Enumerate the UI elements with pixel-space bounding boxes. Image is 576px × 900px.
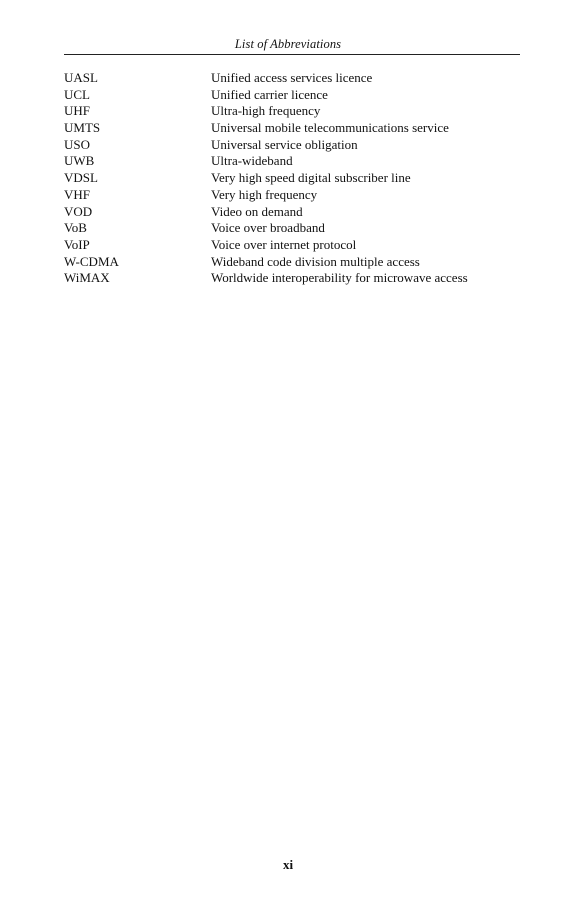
abbreviation-term: UMTS: [64, 120, 101, 136]
abbreviation-row: [64, 204, 524, 221]
abbreviation-definition: Wideband code division multiple access: [211, 253, 420, 269]
running-head-title: List of Abbreviations: [234, 37, 342, 51]
abbreviation-term: VoIP: [64, 236, 90, 252]
abbreviation-term: VDSL: [64, 170, 98, 186]
abbreviation-row: [64, 220, 524, 237]
abbreviation-row: [64, 120, 524, 137]
abbreviation-definition: Unified access services licence: [211, 70, 373, 85]
abbreviation-row: [64, 237, 524, 254]
abbreviation-term: UASL: [64, 70, 98, 85]
abbreviation-term: VOD: [64, 203, 93, 219]
abbreviation-list: [64, 70, 524, 287]
abbreviation-term: UCL: [64, 86, 90, 102]
abbreviation-term: USO: [64, 136, 91, 152]
abbreviation-definition: Universal service obligation: [211, 136, 358, 152]
abbreviation-term: VoB: [64, 220, 87, 236]
abbreviation-row: [64, 187, 524, 204]
header-rule: [64, 54, 520, 55]
abbreviation-row: [64, 70, 524, 87]
abbreviation-term: WiMAX: [64, 270, 110, 286]
abbreviation-term: UWB: [64, 153, 95, 169]
abbreviation-definition: Universal mobile telecommunications service: [211, 120, 449, 136]
abbreviation-term: UHF: [64, 103, 91, 119]
page-number: xi: [282, 857, 294, 872]
abbreviation-definition: Ultra-wideband: [211, 153, 293, 169]
abbreviation-definition: Voice over internet protocol: [211, 236, 357, 252]
abbreviation-term: VHF: [64, 186, 91, 202]
abbreviation-definition: Voice over broadband: [211, 220, 325, 236]
abbreviation-row: [64, 170, 524, 187]
abbreviation-row: [64, 103, 524, 120]
abbreviation-term: W-CDMA: [64, 253, 119, 269]
abbreviation-definition: Unified carrier licence: [211, 86, 328, 102]
abbreviation-definition: Very high speed digital subscriber line: [211, 170, 411, 186]
abbreviation-definition: Ultra-high frequency: [211, 103, 321, 119]
abbreviation-definition: Worldwide interoperability for microwave access: [211, 270, 468, 286]
abbreviation-row: [64, 153, 524, 170]
abbreviation-row: [64, 137, 524, 154]
abbreviation-row: [64, 270, 524, 287]
abbreviation-definition: Very high frequency: [211, 186, 318, 202]
abbreviation-definition: Video on demand: [211, 203, 303, 219]
abbreviation-row: [64, 254, 524, 271]
abbreviation-row: [64, 87, 524, 104]
